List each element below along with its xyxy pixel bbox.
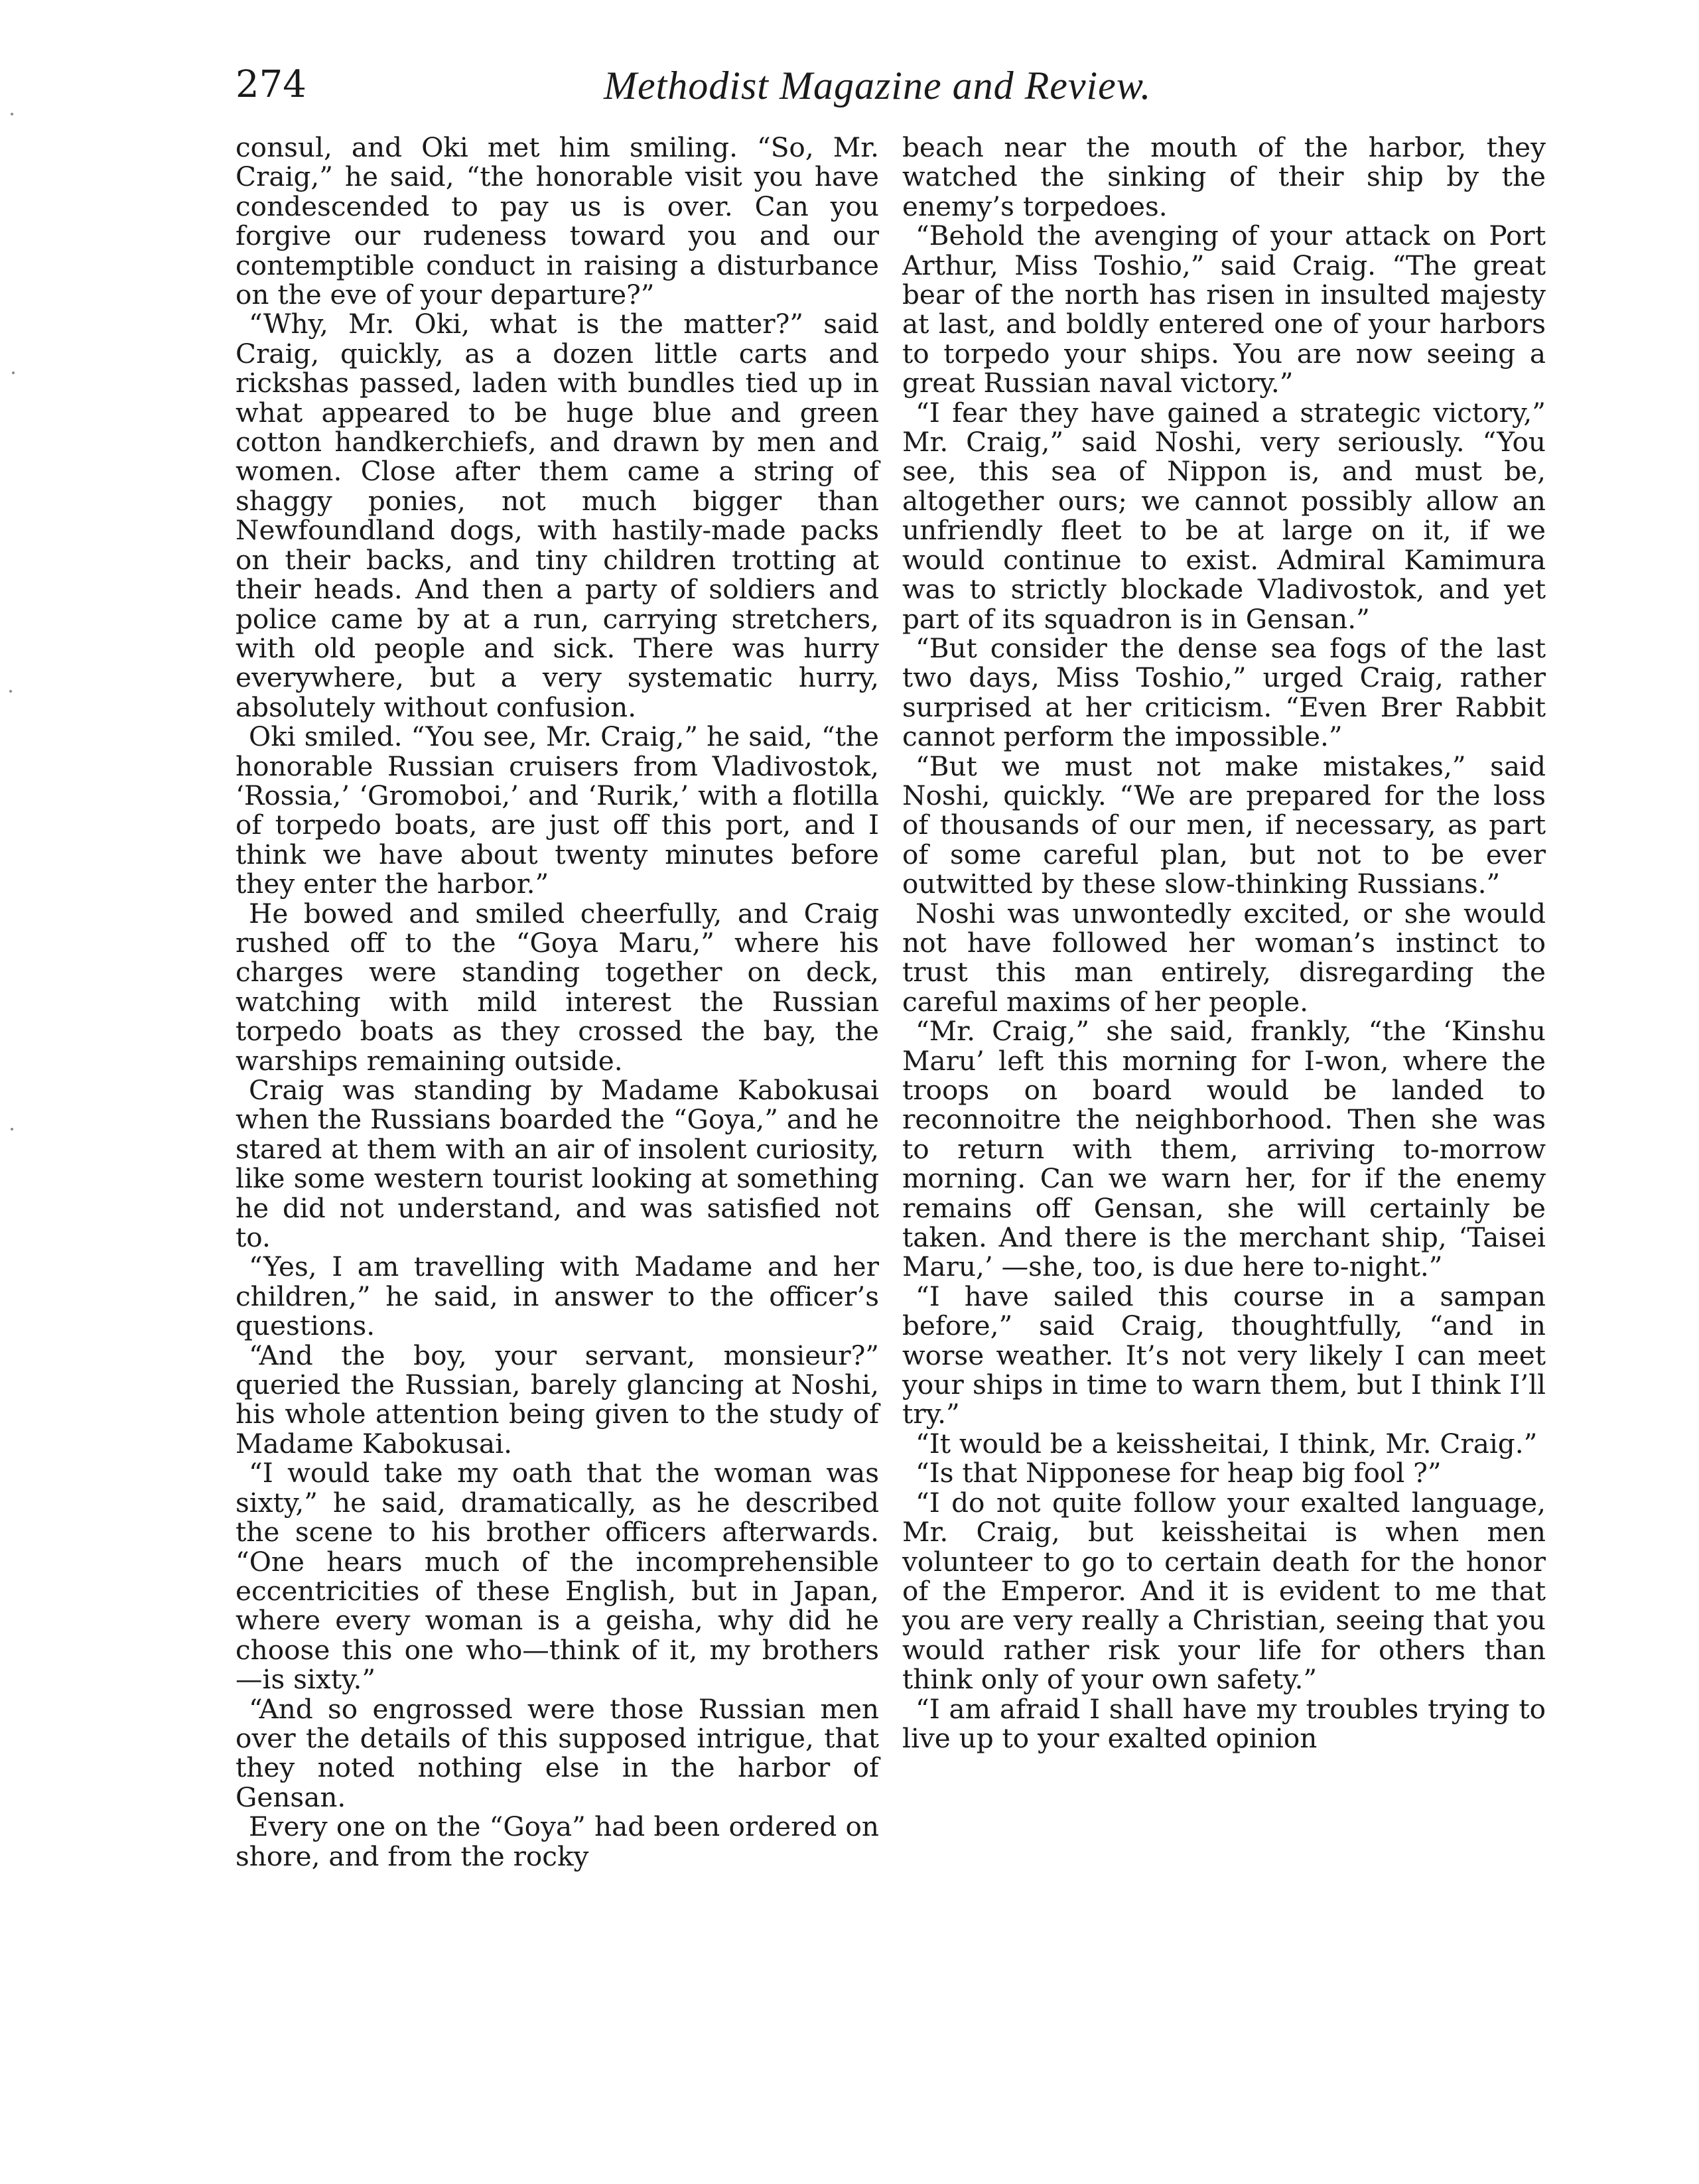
paragraph: “I have sailed this course in a sampan before,” said Craig, thoughtfully, “and in worse weather. It’s not very likely I can meet your ships in time to warn them, but I think I’ll try.” [902, 1280, 1546, 1430]
scan-speck [9, 690, 12, 693]
paragraph: consul, and Oki met him smiling. “So, Mr. Craig,” he said, “the honorable visit you have condescended to pay us is over. Can you forgive our rudeness toward you and our contemptible conduct in raising a disturbance on the eve of your departure?” [236, 131, 879, 311]
paragraph: “Why, Mr. Oki, what is the matter?” said Craig, quickly, as a dozen little carts and rickshas passed, laden with bundles tied up in what appeared to be huge blue and green cotton handkerchiefs, and drawn by men and women. Close after them came a string of shaggy ponies, not much bigger than Newfoundland dogs, with hastily-made packs on their backs, and tiny children trotting at their heads. And then a party of soldiers and police came by at a run, carrying stretchers, with old people and sick. There was hurry everywhere, but a very systematic hurry, absolutely without confusion. [236, 308, 879, 723]
paragraph: Every one on the “Goya” had been ordered on shore, and from the rocky [236, 1810, 879, 1872]
paragraph: “It would be a keissheitai, I think, Mr. Craig.” [916, 1427, 1538, 1460]
paragraph: “But we must not make mistakes,” said Noshi, quickly. “We are prepared for the loss of thousands of our men, if necessary, as part of some careful plan, but not to be ever outwitted by these slow-thinking Russians.” [902, 750, 1546, 900]
paragraph: Oki smiled. “You see, Mr. Craig,” he said, “the honorable Russian cruisers from Vladivostok, ‘Rossia,’ ‘Gromoboi,’ and ‘Rurik,’ with a flotilla of torpedo boats, are just off this port, and I think we have about twenty minutes before they enter the harbor.” [236, 720, 879, 900]
paragraph: “Yes, I am travelling with Madame and her children,” he said, in answer to the officer’s questions. [236, 1251, 879, 1342]
paragraph: “I fear they have gained a strategic victory,” Mr. Craig,” said Noshi, very seriously. “You see, this sea of Nippon is, and must be, altogether ours; we cannot possibly allow an unfriendly fleet to be at large on it, if we would continue to exist. Admiral Kamimura was to strictly blockade Vladivostok, and yet part of its squadron is in Gensan.” [902, 396, 1546, 635]
scan-edge-marks [0, 0, 27, 2184]
paragraph: “Behold the avenging of your attack on Port Arthur, Miss Toshio,” said Craig. “The great bear of the north has risen in insulted majesty at last, and boldly entered one of your harbors to torpedo your ships. You are now seeing a great Russian naval victory.” [902, 220, 1546, 399]
paragraph: “And so engrossed were those Russian men over the details of this supposed intrigue, that they noted nothing else in the harbor of Gensan. [236, 1692, 879, 1813]
page-header [236, 56, 1549, 129]
paragraph: “And the boy, your servant, monsieur?” queried the Russian, barely glancing at Noshi, his whole attention being given to the study of Madame Kabokusai. [236, 1339, 879, 1460]
left-text-column [236, 133, 879, 1871]
paragraph: “I would take my oath that the woman was sixty,” he said, dramatically, as he described the scene to his brother officers afterwards. “One hears much of the incomprehensible eccentricities of these English, but in Japan, where every woman is a geisha, why did he choose this one who—think of it, my brothers—is sixty.” [236, 1457, 879, 1696]
paragraph: Craig was standing by Madame Kabokusai when the Russians boarded the “Goya,” and he stared at them with an air of insolent curiosity, like some western tourist looking at something he did not understand, and was satisfied not to. [236, 1074, 879, 1254]
paragraph: “Is that Nipponese for heap big fool ?” [916, 1457, 1442, 1489]
scan-speck [11, 1128, 13, 1130]
paragraph: beach near the mouth of the harbor, they watched the sinking of their ship by the enemy’s torpedoes. [902, 131, 1546, 222]
paragraph: “But consider the dense sea fogs of the last two days, Miss Toshio,” urged Craig, rather surprised at her criticism. “Even Brer Rabbit cannot perform the impossible.” [902, 632, 1546, 753]
scan-speck [12, 372, 15, 374]
paragraph: “I am afraid I shall have my troubles trying to live up to your exalted opinion [902, 1692, 1546, 1754]
running-title: Methodist Magazine and Review. [604, 64, 1152, 107]
paragraph: “Mr. Craig,” she said, frankly, “the ‘Kinshu Maru’ left this morning for I-won, where the troops on board would be landed to reconnoitre the neighborhood. Then she was to return with them, arriving to-morrow morning. Can we warn her, for if the enemy remains off Gensan, she will certainly be taken. And there is the merchant ship, ‘Taisei Maru,’ —she, too, is due here to-night.” [902, 1015, 1546, 1283]
paragraph: He bowed and smiled cheerfully, and Craig rushed off to the “Goya Maru,” where his charges were standing together on deck, watching with mild interest the Russian torpedo boats as they crossed the bay, the warships remaining outside. [236, 897, 879, 1077]
right-text-column [902, 133, 1546, 1753]
paragraph: “I do not quite follow your exalted language, Mr. Craig, but keissheitai is when men volunteer to go to certain death for the honor of the Emperor. And it is evident to me that you are very really a Christian, seeing that you would rather risk your life for others than think only of your own safety.” [902, 1486, 1546, 1696]
paragraph: Noshi was unwontedly excited, or she would not have followed her woman’s instinct to trust this man entirely, disregarding the careful maxims of her people. [902, 897, 1546, 1018]
page-number: 274 [236, 63, 306, 106]
scan-speck [11, 113, 13, 115]
